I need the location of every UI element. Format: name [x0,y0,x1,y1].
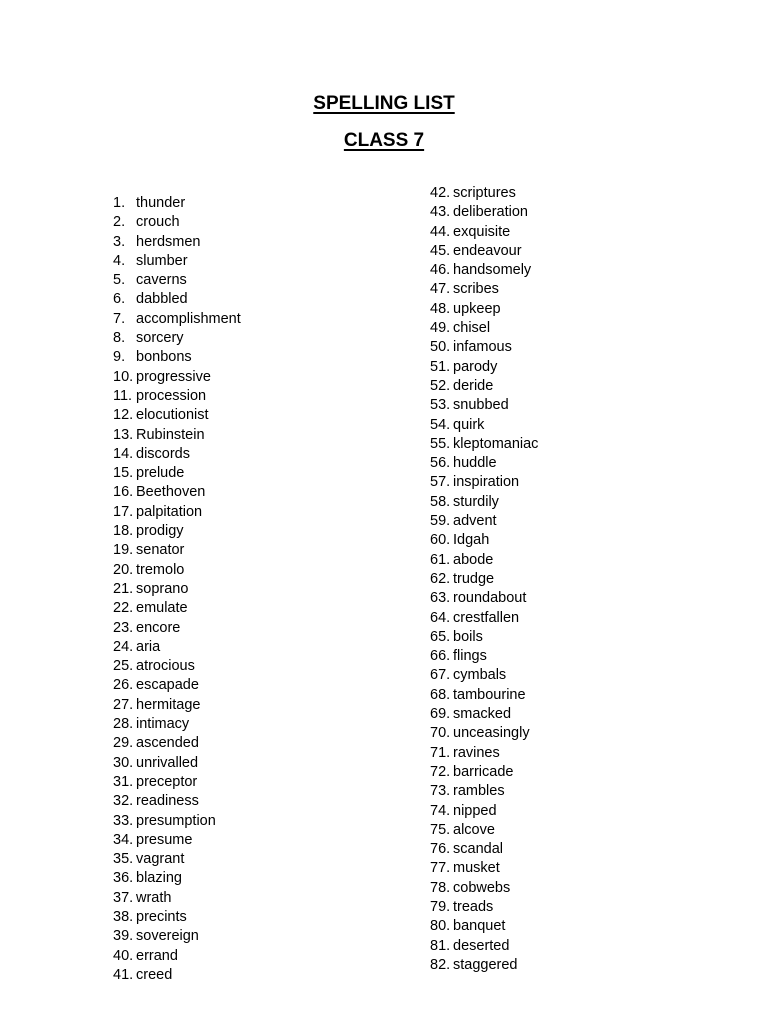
spelling-word: accomplishment [136,310,241,327]
spelling-word-item [430,840,538,859]
item-number: 70. [430,725,451,742]
item-number: 8. [113,330,126,347]
item-number: 10. [113,368,134,385]
spelling-word-item [113,927,241,946]
spelling-word: scandal [453,841,503,858]
item-number: 2. [113,214,126,231]
item-number: 45. [430,242,451,259]
item-number: 48. [430,300,451,317]
spelling-word: tambourine [453,686,526,703]
spelling-word: huddle [453,455,497,472]
spelling-word-item [113,561,241,580]
spelling-word: creed [136,966,173,983]
item-number: 9. [113,349,126,366]
spelling-word-item [113,252,241,271]
spelling-word-item [430,454,538,473]
spelling-word-item [430,879,538,898]
item-number: 73. [430,783,451,800]
spelling-word-item [113,966,241,985]
item-number: 56. [430,455,451,472]
spelling-word: scribes [453,281,499,298]
item-number: 27. [113,696,134,713]
item-number: 29. [113,735,134,752]
page-title-text: SPELLING LIST [313,93,455,114]
item-number: 31. [113,773,134,790]
item-number: 42. [430,185,451,201]
spelling-word-item [113,638,241,657]
spelling-word: abode [453,551,494,568]
spelling-word: aria [136,638,161,655]
spelling-word: atrocious [136,658,195,675]
spelling-word: bonbons [136,349,192,366]
spelling-word-item [113,812,241,831]
item-number: 33. [113,812,134,829]
spelling-word-item [113,831,241,850]
spelling-word: crestfallen [453,609,520,626]
item-number: 35. [113,851,134,868]
spelling-word: deride [453,377,494,394]
item-number: 15. [113,465,134,482]
item-number: 6. [113,291,126,308]
item-number: 38. [113,908,134,925]
spelling-word-item [430,531,538,550]
spelling-word: wrath [136,889,172,906]
item-number: 60. [430,532,451,549]
item-number: 30. [113,754,134,771]
spelling-word-item [430,917,538,936]
spelling-word: handsomely [453,262,532,279]
spelling-word-item [430,937,538,956]
spelling-word-item [430,609,538,628]
spelling-word: prelude [136,465,185,482]
item-number: 68. [430,686,451,703]
spelling-word: senator [136,542,185,559]
spelling-word-item [113,290,241,309]
spelling-word-item [113,754,241,773]
item-number: 20. [113,561,134,578]
spelling-word: scriptures [453,185,516,201]
item-number: 24. [113,638,134,655]
spelling-word: ascended [136,735,199,752]
spelling-word-item [113,947,241,966]
item-number: 57. [430,474,451,491]
spelling-word: alcove [453,821,495,838]
spelling-word-item [430,898,538,917]
item-number: 72. [430,763,451,780]
spelling-word: advent [453,513,497,530]
spelling-word-item [430,551,538,570]
spelling-word: emulate [136,600,188,617]
spelling-word-item [113,348,241,367]
item-number: 75. [430,821,451,838]
spelling-word-item [113,676,241,695]
item-number: 50. [430,339,451,356]
spelling-word-item [113,194,241,213]
spelling-word-item [113,426,241,445]
spelling-word-item [113,329,241,348]
spelling-word: slumber [136,252,188,269]
item-number: 77. [430,860,451,877]
spelling-word: procession [136,387,207,404]
item-number: 64. [430,609,451,626]
spelling-word-item [430,396,538,415]
spelling-word: dabbled [136,291,188,308]
item-number: 17. [113,503,134,520]
spelling-word: tremolo [136,561,185,578]
item-number: 7. [113,310,126,327]
spelling-word-item [430,821,538,840]
item-number: 41. [113,966,134,983]
item-number: 59. [430,513,451,530]
spelling-word-item [430,666,538,685]
spelling-word: readiness [136,793,199,810]
spelling-word-item [113,483,241,502]
spelling-word-item [430,280,538,299]
spelling-word: prodigy [136,523,184,540]
spelling-word: treads [453,898,494,915]
spelling-word: cobwebs [453,879,511,896]
spelling-word: precints [136,908,187,925]
spelling-word-item [113,869,241,888]
spelling-list-left-column [113,194,241,985]
spelling-word-item [430,416,538,435]
spelling-word: nipped [453,802,497,819]
spelling-word-item [113,580,241,599]
spelling-word: deserted [453,937,510,954]
spelling-word-item [113,599,241,618]
spelling-word-item [113,889,241,908]
spelling-word-item [430,782,538,801]
spelling-word: discords [136,445,190,462]
spelling-word-item [113,213,241,232]
item-number: 81. [430,937,451,954]
item-number: 43. [430,204,451,221]
spelling-word: sovereign [136,928,199,945]
spelling-word-item [113,773,241,792]
item-number: 66. [430,648,451,665]
item-number: 51. [430,358,451,375]
spelling-word: inspiration [453,474,520,491]
spelling-word: unrivalled [136,754,199,771]
item-number: 47. [430,281,451,298]
item-number: 67. [430,667,451,684]
spelling-word-item [430,647,538,666]
spelling-word-item [113,619,241,638]
item-number: 34. [113,831,134,848]
item-number: 76. [430,841,451,858]
spelling-word-item [430,184,538,203]
spelling-word: progressive [136,368,211,385]
spelling-word-item [430,493,538,512]
spelling-word: vagrant [136,851,185,868]
spelling-word-item [430,435,538,454]
spelling-word-item [430,570,538,589]
spelling-word-item [113,310,241,329]
spelling-word: chisel [453,320,491,337]
item-number: 49. [430,320,451,337]
item-number: 32. [113,793,134,810]
spelling-list-right-column [430,184,538,975]
item-number: 23. [113,619,134,636]
spelling-word: quirk [453,416,485,433]
item-number: 37. [113,889,134,906]
spelling-word-item [113,657,241,676]
item-number: 12. [113,407,134,424]
spelling-word-item [430,802,538,821]
spelling-word-item [430,377,538,396]
item-number: 5. [113,272,126,289]
spelling-word: hermitage [136,696,201,713]
item-number: 22. [113,600,134,617]
spelling-word: flings [453,648,487,665]
item-number: 52. [430,377,451,394]
item-number: 55. [430,435,451,452]
spelling-word: elocutionist [136,407,209,424]
spelling-word: infamous [453,339,512,356]
spelling-word-item [430,319,538,338]
spelling-word: palpitation [136,503,203,520]
spelling-word-item [430,744,538,763]
spelling-word-item [430,589,538,608]
spelling-word-item [430,763,538,782]
item-number: 62. [430,570,451,587]
item-number: 65. [430,628,451,645]
class-subtitle-text: CLASS 7 [343,130,425,151]
item-number: 82. [430,956,451,973]
spelling-word: cymbals [453,667,507,684]
spelling-word: deliberation [453,204,528,221]
class-subtitle [0,130,768,152]
spelling-word: boils [453,628,483,645]
item-number: 19. [113,542,134,559]
item-number: 78. [430,879,451,896]
spelling-word: Idgah [453,532,490,549]
spelling-word: herdsmen [136,233,201,250]
spelling-word: sorcery [136,330,184,347]
spelling-word-item [113,792,241,811]
spelling-word: preceptor [136,773,198,790]
spelling-word-item [430,956,538,975]
spelling-word: upkeep [453,300,501,317]
item-number: 4. [113,252,126,269]
item-number: 69. [430,706,451,723]
item-number: 71. [430,744,451,761]
item-number: 14. [113,445,134,462]
item-number: 25. [113,658,134,675]
spelling-word-item [430,338,538,357]
spelling-word: crouch [136,214,180,231]
item-number: 44. [430,223,451,240]
spelling-word: rambles [453,783,505,800]
spelling-word: snubbed [453,397,509,414]
spelling-word: thunder [136,195,186,211]
item-number: 80. [430,918,451,935]
spelling-word-item [430,724,538,743]
item-number: 79. [430,898,451,915]
spelling-word: parody [453,358,498,375]
spelling-word: blazing [136,870,182,887]
spelling-word-item [430,512,538,531]
spelling-word: presume [136,831,193,848]
spelling-word-item [113,368,241,387]
spelling-word-item [113,522,241,541]
spelling-word-item [113,734,241,753]
spelling-word: kleptomaniac [453,435,539,452]
spelling-word-item [430,242,538,261]
spelling-word: sturdily [453,493,499,510]
spelling-word: soprano [136,580,189,597]
spelling-word-item [430,705,538,724]
spelling-word-item [113,233,241,252]
item-number: 21. [113,580,134,597]
spelling-word-item [430,358,538,377]
spelling-word: smacked [453,706,512,723]
item-number: 63. [430,590,451,607]
spelling-word-item [113,696,241,715]
spelling-word: presumption [136,812,216,829]
spelling-word: unceasingly [453,725,530,742]
spelling-word: barricade [453,763,514,780]
item-number: 36. [113,870,134,887]
spelling-word: endeavour [453,242,522,259]
spelling-word-item [430,203,538,222]
spelling-word-item [113,271,241,290]
page-title [0,93,768,115]
spelling-word-item [113,503,241,522]
spelling-word-item [430,686,538,705]
spelling-word: caverns [136,272,187,289]
spelling-word-item [430,223,538,242]
item-number: 58. [430,493,451,510]
spelling-word: roundabout [453,590,527,607]
spelling-word-item [113,387,241,406]
item-number: 53. [430,397,451,414]
item-number: 28. [113,716,134,733]
spelling-word-item [430,261,538,280]
item-number: 13. [113,426,134,443]
item-number: 46. [430,262,451,279]
spelling-word: Beethoven [136,484,206,501]
spelling-word-item [113,715,241,734]
item-number: 3. [113,233,126,250]
spelling-word-item [430,628,538,647]
spelling-word-item [113,850,241,869]
spelling-word-item [113,541,241,560]
spelling-word: staggered [453,956,518,973]
item-number: 11. [113,387,133,404]
item-number: 18. [113,523,134,540]
item-number: 61. [430,551,451,568]
item-number: 40. [113,947,134,964]
spelling-word-item [113,445,241,464]
item-number: 54. [430,416,451,433]
spelling-word-item [430,859,538,878]
spelling-word-item [430,300,538,319]
spelling-word: escapade [136,677,199,694]
spelling-word: exquisite [453,223,511,240]
spelling-word-item [113,908,241,927]
spelling-word-item [113,464,241,483]
spelling-word: Rubinstein [136,426,205,443]
item-number: 39. [113,928,134,945]
spelling-word: encore [136,619,181,636]
item-number: 26. [113,677,134,694]
item-number: 16. [113,484,134,501]
spelling-word: musket [453,860,500,877]
spelling-word: intimacy [136,716,190,733]
item-number: 1. [113,195,126,211]
spelling-word: banquet [453,918,506,935]
spelling-word: errand [136,947,178,964]
spelling-word-item [113,406,241,425]
item-number: 74. [430,802,451,819]
spelling-word-item [430,473,538,492]
spelling-word: trudge [453,570,495,587]
spelling-word: ravines [453,744,500,761]
